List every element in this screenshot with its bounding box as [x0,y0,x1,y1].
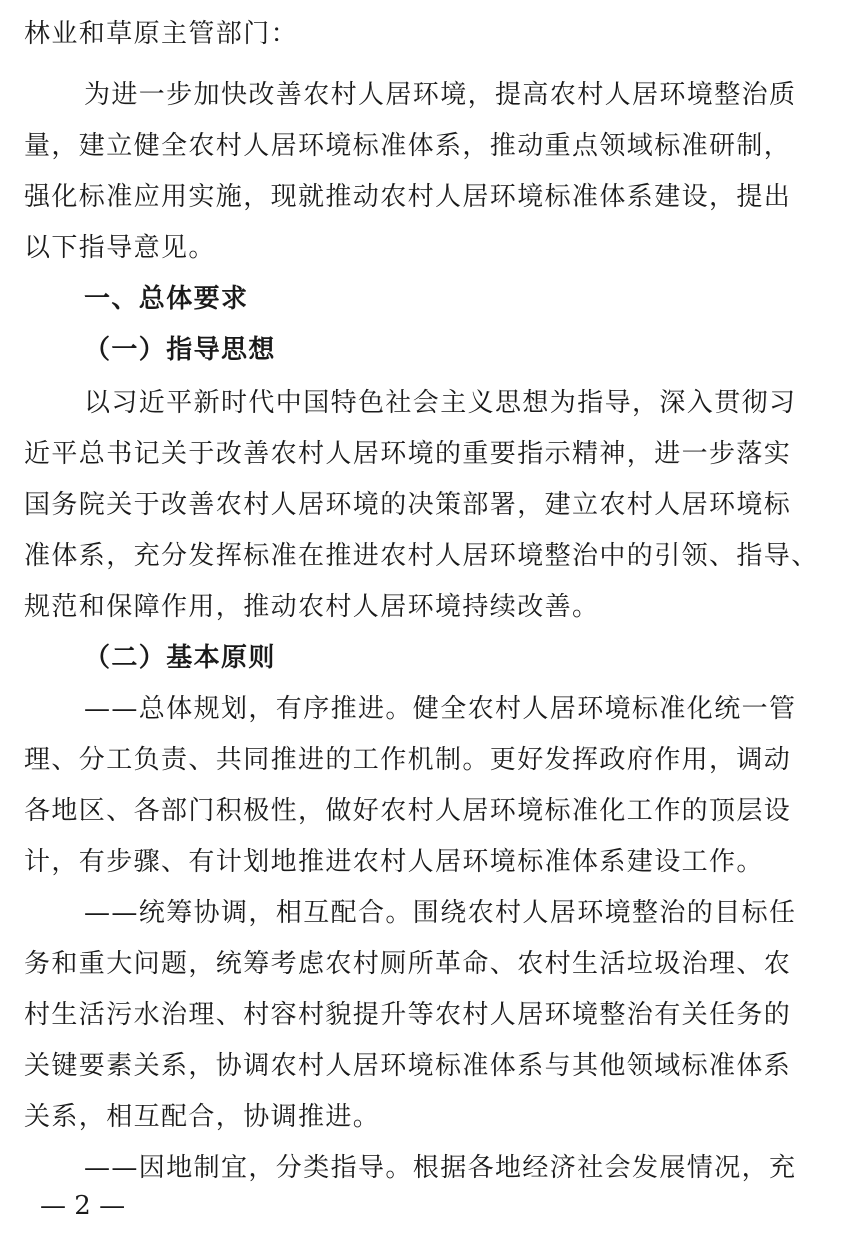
text-line: 规范和保障作用，推动农村人居环境持续改善。 [24,592,600,622]
text-line: 为进一步加快改善农村人居环境，提高农村人居环境整治质 [84,80,797,110]
text-line: 林业和草原主管部门： [24,19,299,49]
text-line: 各地区、各部门积极性，做好农村人居环境标准化工作的顶层设 [24,796,792,826]
text-line: 量，建立健全农村人居环境标准体系，推动重点领域标准研制， [24,131,792,161]
text-line: 关键要素关系，协调农村人居环境标准体系与其他领域标准体系 [24,1051,792,1081]
section-heading: 一、总体要求 [84,284,249,314]
text-line: ——总体规划，有序推进。健全农村人居环境标准化统一管 [84,694,797,724]
subsection-heading: （二）基本原则 [84,643,276,673]
text-line: 务和重大问题，统筹考虑农村厕所革命、农村生活垃圾治理、农 [24,949,792,979]
text-line: 国务院关于改善农村人居环境的决策部署，建立农村人居环境标 [24,490,792,520]
text-line: 理、分工负责、共同推进的工作机制。更好发挥政府作用，调动 [24,745,792,775]
text-line: ——因地制宜，分类指导。根据各地经济社会发展情况，充 [84,1153,797,1183]
text-line: 关系，相互配合，协调推进。 [24,1102,381,1132]
subsection-heading: （一）指导思想 [84,335,276,365]
text-line: 准体系，充分发挥标准在推进农村人居环境整治中的引领、指导、 [24,541,819,571]
text-line: 以下指导意见。 [24,233,216,263]
text-line: 村生活污水治理、村容村貌提升等农村人居环境整治有关任务的 [24,1000,792,1030]
text-line: ——统筹协调，相互配合。围绕农村人居环境整治的目标任 [84,898,797,928]
text-line: 近平总书记关于改善农村人居环境的重要指示精神，进一步落实 [24,439,792,469]
page-number: — 2 — [40,1191,126,1221]
text-line: 以习近平新时代中国特色社会主义思想为指导，深入贯彻习 [84,388,797,418]
text-line: 强化标准应用实施，现就推动农村人居环境标准体系建设，提出 [24,182,792,212]
text-line: 计，有步骤、有计划地推进农村人居环境标准体系建设工作。 [24,847,764,877]
